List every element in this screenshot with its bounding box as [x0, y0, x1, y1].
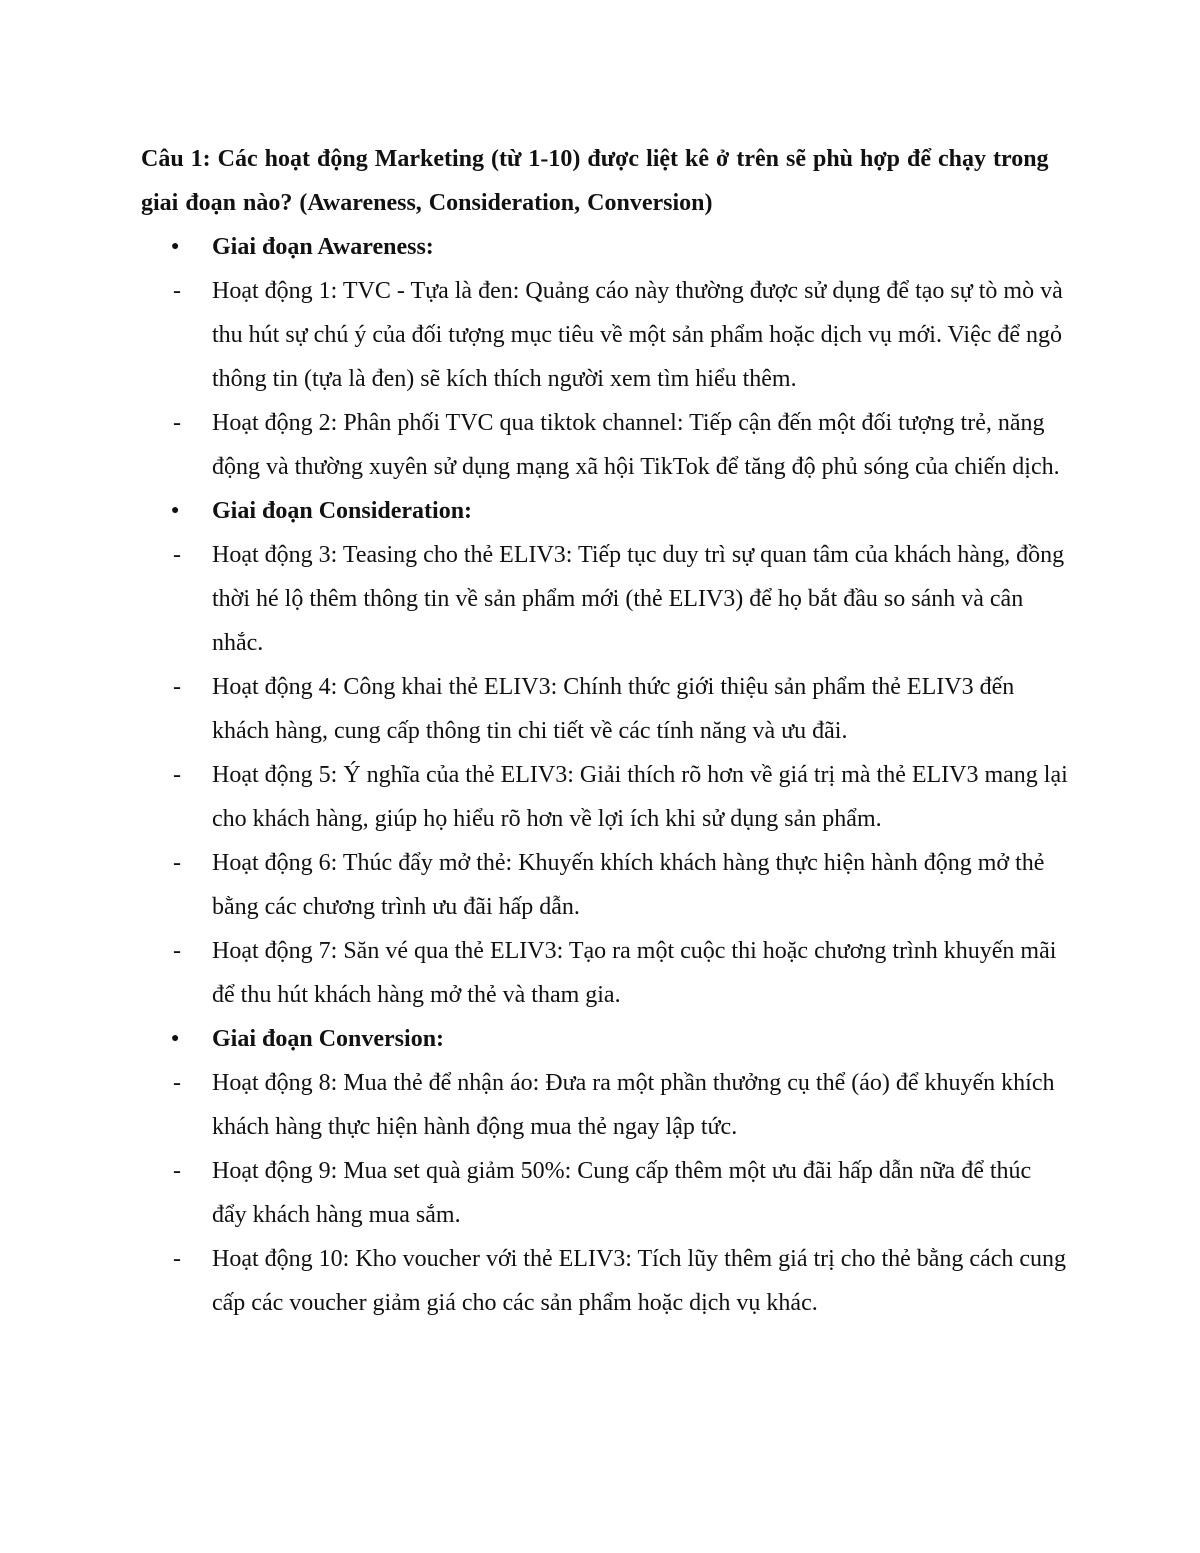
dash-icon: - [173, 674, 181, 700]
dash-icon: - [173, 938, 181, 964]
activity-text: Hoạt động 8: Mua thẻ để nhận áo: Đưa ra một phần thưởng cụ thể (áo) để khuyến khích khách hàng thực hiện hành động mua thẻ ngay lập tức. [212, 1070, 1055, 1140]
activity-item [141, 841, 1071, 929]
activity-text: Hoạt động 7: Săn vé qua thẻ ELIV3: Tạo ra một cuộc thi hoặc chương trình khuyến mãi để thu hút khách hàng mở thẻ và tham gia. [212, 938, 1057, 1008]
dash-icon: - [173, 1158, 181, 1184]
activity-text: Hoạt động 9: Mua set quà giảm 50%: Cung cấp thêm một ưu đãi hấp dẫn nữa để thúc đẩy khách hàng mua sắm. [212, 1158, 1032, 1228]
activity-item [141, 753, 1071, 841]
activity-text: Hoạt động 5: Ý nghĩa của thẻ ELIV3: Giải thích rõ hơn về giá trị mà thẻ ELIV3 mang lại cho khách hàng, giúp họ hiểu rõ hơn về lợi ích khi sử dụng sản phẩm. [212, 762, 1068, 832]
dash-icon: - [173, 1070, 181, 1096]
activity-text: Hoạt động 1: TVC - Tựa là đen: Quảng cáo này thường được sử dụng để tạo sự tò mò và thu hút sự chú ý của đối tượng mục tiêu về một sản phẩm hoặc dịch vụ mới. Việc để ngỏ thông tin (tựa là đen) sẽ kích thích người xem tìm hiểu thêm. [212, 278, 1063, 392]
stage-heading-text: Giai đoạn Consideration: [212, 498, 473, 524]
stage-heading [141, 225, 1071, 269]
activity-text: Hoạt động 10: Kho voucher với thẻ ELIV3: Tích lũy thêm giá trị cho thẻ bằng cách cung cấp các voucher giảm giá cho các sản phẩm hoặc dịch vụ khác. [212, 1246, 1067, 1316]
activity-item [141, 1237, 1071, 1325]
activity-item [141, 1149, 1071, 1237]
dash-icon: - [173, 1246, 181, 1272]
bullet-icon: ● [171, 503, 180, 518]
activity-text: Hoạt động 6: Thúc đẩy mở thẻ: Khuyến khích khách hàng thực hiện hành động mở thẻ bằng các chương trình ưu đãi hấp dẫn. [212, 850, 1045, 920]
stage-heading [141, 1017, 1071, 1061]
dash-icon: - [173, 542, 181, 568]
document-body [141, 137, 1071, 1325]
activity-item [141, 533, 1071, 665]
stage-heading-text: Giai đoạn Conversion: [212, 1026, 445, 1052]
question-heading: Câu 1: Các hoạt động Marketing (từ 1-10) được liệt kê ở trên sẽ phù hợp để chạy trong giai đoạn nào? (Awareness, Consideration, Conversion) [141, 146, 1049, 216]
bullet-icon: ● [171, 239, 180, 254]
stage-awareness [141, 225, 1071, 489]
stage-consideration [141, 489, 1071, 1017]
dash-icon: - [173, 410, 181, 436]
activity-text: Hoạt động 3: Teasing cho thẻ ELIV3: Tiếp tục duy trì sự quan tâm của khách hàng, đồng thời hé lộ thêm thông tin về sản phẩm mới (thẻ ELIV3) để họ bắt đầu so sánh và cân nhắc. [212, 542, 1065, 656]
bullet-icon: ● [171, 1031, 180, 1046]
stage-heading-text: Giai đoạn Awareness: [212, 234, 434, 260]
activity-text: Hoạt động 4: Công khai thẻ ELIV3: Chính thức giới thiệu sản phẩm thẻ ELIV3 đến khách hàng, cung cấp thông tin chi tiết về các tính năng và ưu đãi. [212, 674, 1015, 744]
activity-item [141, 269, 1071, 401]
dash-icon: - [173, 278, 181, 304]
dash-icon: - [173, 850, 181, 876]
activity-text: Hoạt động 2: Phân phối TVC qua tiktok channel: Tiếp cận đến một đối tượng trẻ, năng động và thường xuyên sử dụng mạng xã hội TikTok để tăng độ phủ sóng của chiến dịch. [212, 410, 1060, 480]
stage-heading [141, 489, 1071, 533]
activity-item [141, 929, 1071, 1017]
activity-item [141, 1061, 1071, 1149]
dash-icon: - [173, 762, 181, 788]
activity-item [141, 401, 1071, 489]
stage-conversion [141, 1017, 1071, 1325]
activity-item [141, 665, 1071, 753]
